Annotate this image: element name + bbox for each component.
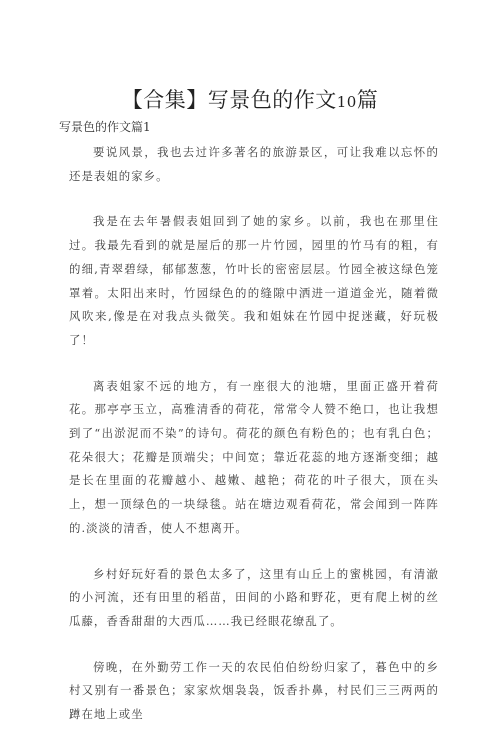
document-title [0,86,500,116]
article-body [69,141,439,749]
paragraph-2: 我是在去年暑假表姐回到了她的家乡。以前，我也在那里住过。我最先看到的就是屋后的那一片竹园，园里的竹马有的粗，有的细,青翠碧绿，郁郁葱葱，竹叶长的密密层层。竹园全被这绿色笼罩着。太阳出来时，竹园绿色的的缝隙中洒进一道道金光，随着微风吹来,像是在对我点头微笑。我和姐妹在竹园中捉迷藏，好玩极了！ [69,214,439,347]
title-number: 10 [336,93,357,111]
title-tail: 篇 [356,88,379,112]
title-main: 【合集】写景色的作文 [121,88,337,112]
paragraph-1: 要说风景，我也去过许多著名的旅游景区，可让我难以忘怀的还是表姐的家乡。 [69,145,439,183]
paragraph-5: 傍晚，在外勤劳工作一天的农民伯伯纷纷归家了，暮色中的乡村又别有一番景色；家家炊烟袅袅，饭香扑鼻，村民们三三两两的蹲在地上或坐 [69,659,439,722]
paragraph-3: 离表姐家不远的地方，有一座很大的池塘，里面正盛开着荷花。那亭亭玉立，高雅清香的荷花，常常令人赞不绝口，也让我想到了“出淤泥而不染”的诗句。荷花的颜色有粉色的；也有乳白色；花朵很大；花瓣是顶端尖；中间宽；靠近花蕊的地方逐渐变细；越是长在里面的花瓣越小、越嫩、越艳；荷花的叶子很大，顶在头上，想一顶绿色的一块绿毯。站在塘边观看荷花，常会闻到一阵阵的.淡淡的清香，使人不想离开。 [69,378,439,535]
paragraph-4: 乡村好玩好看的景色太多了，这里有山丘上的蜜桃园，有清澈的小河流，还有田里的稻苗，田间的小路和野花，更有爬上树的丝瓜藤，香香甜甜的大西瓜……我已经眼花缭乱了。 [69,566,439,628]
section-heading: 写景色的作文篇1 [59,120,151,134]
